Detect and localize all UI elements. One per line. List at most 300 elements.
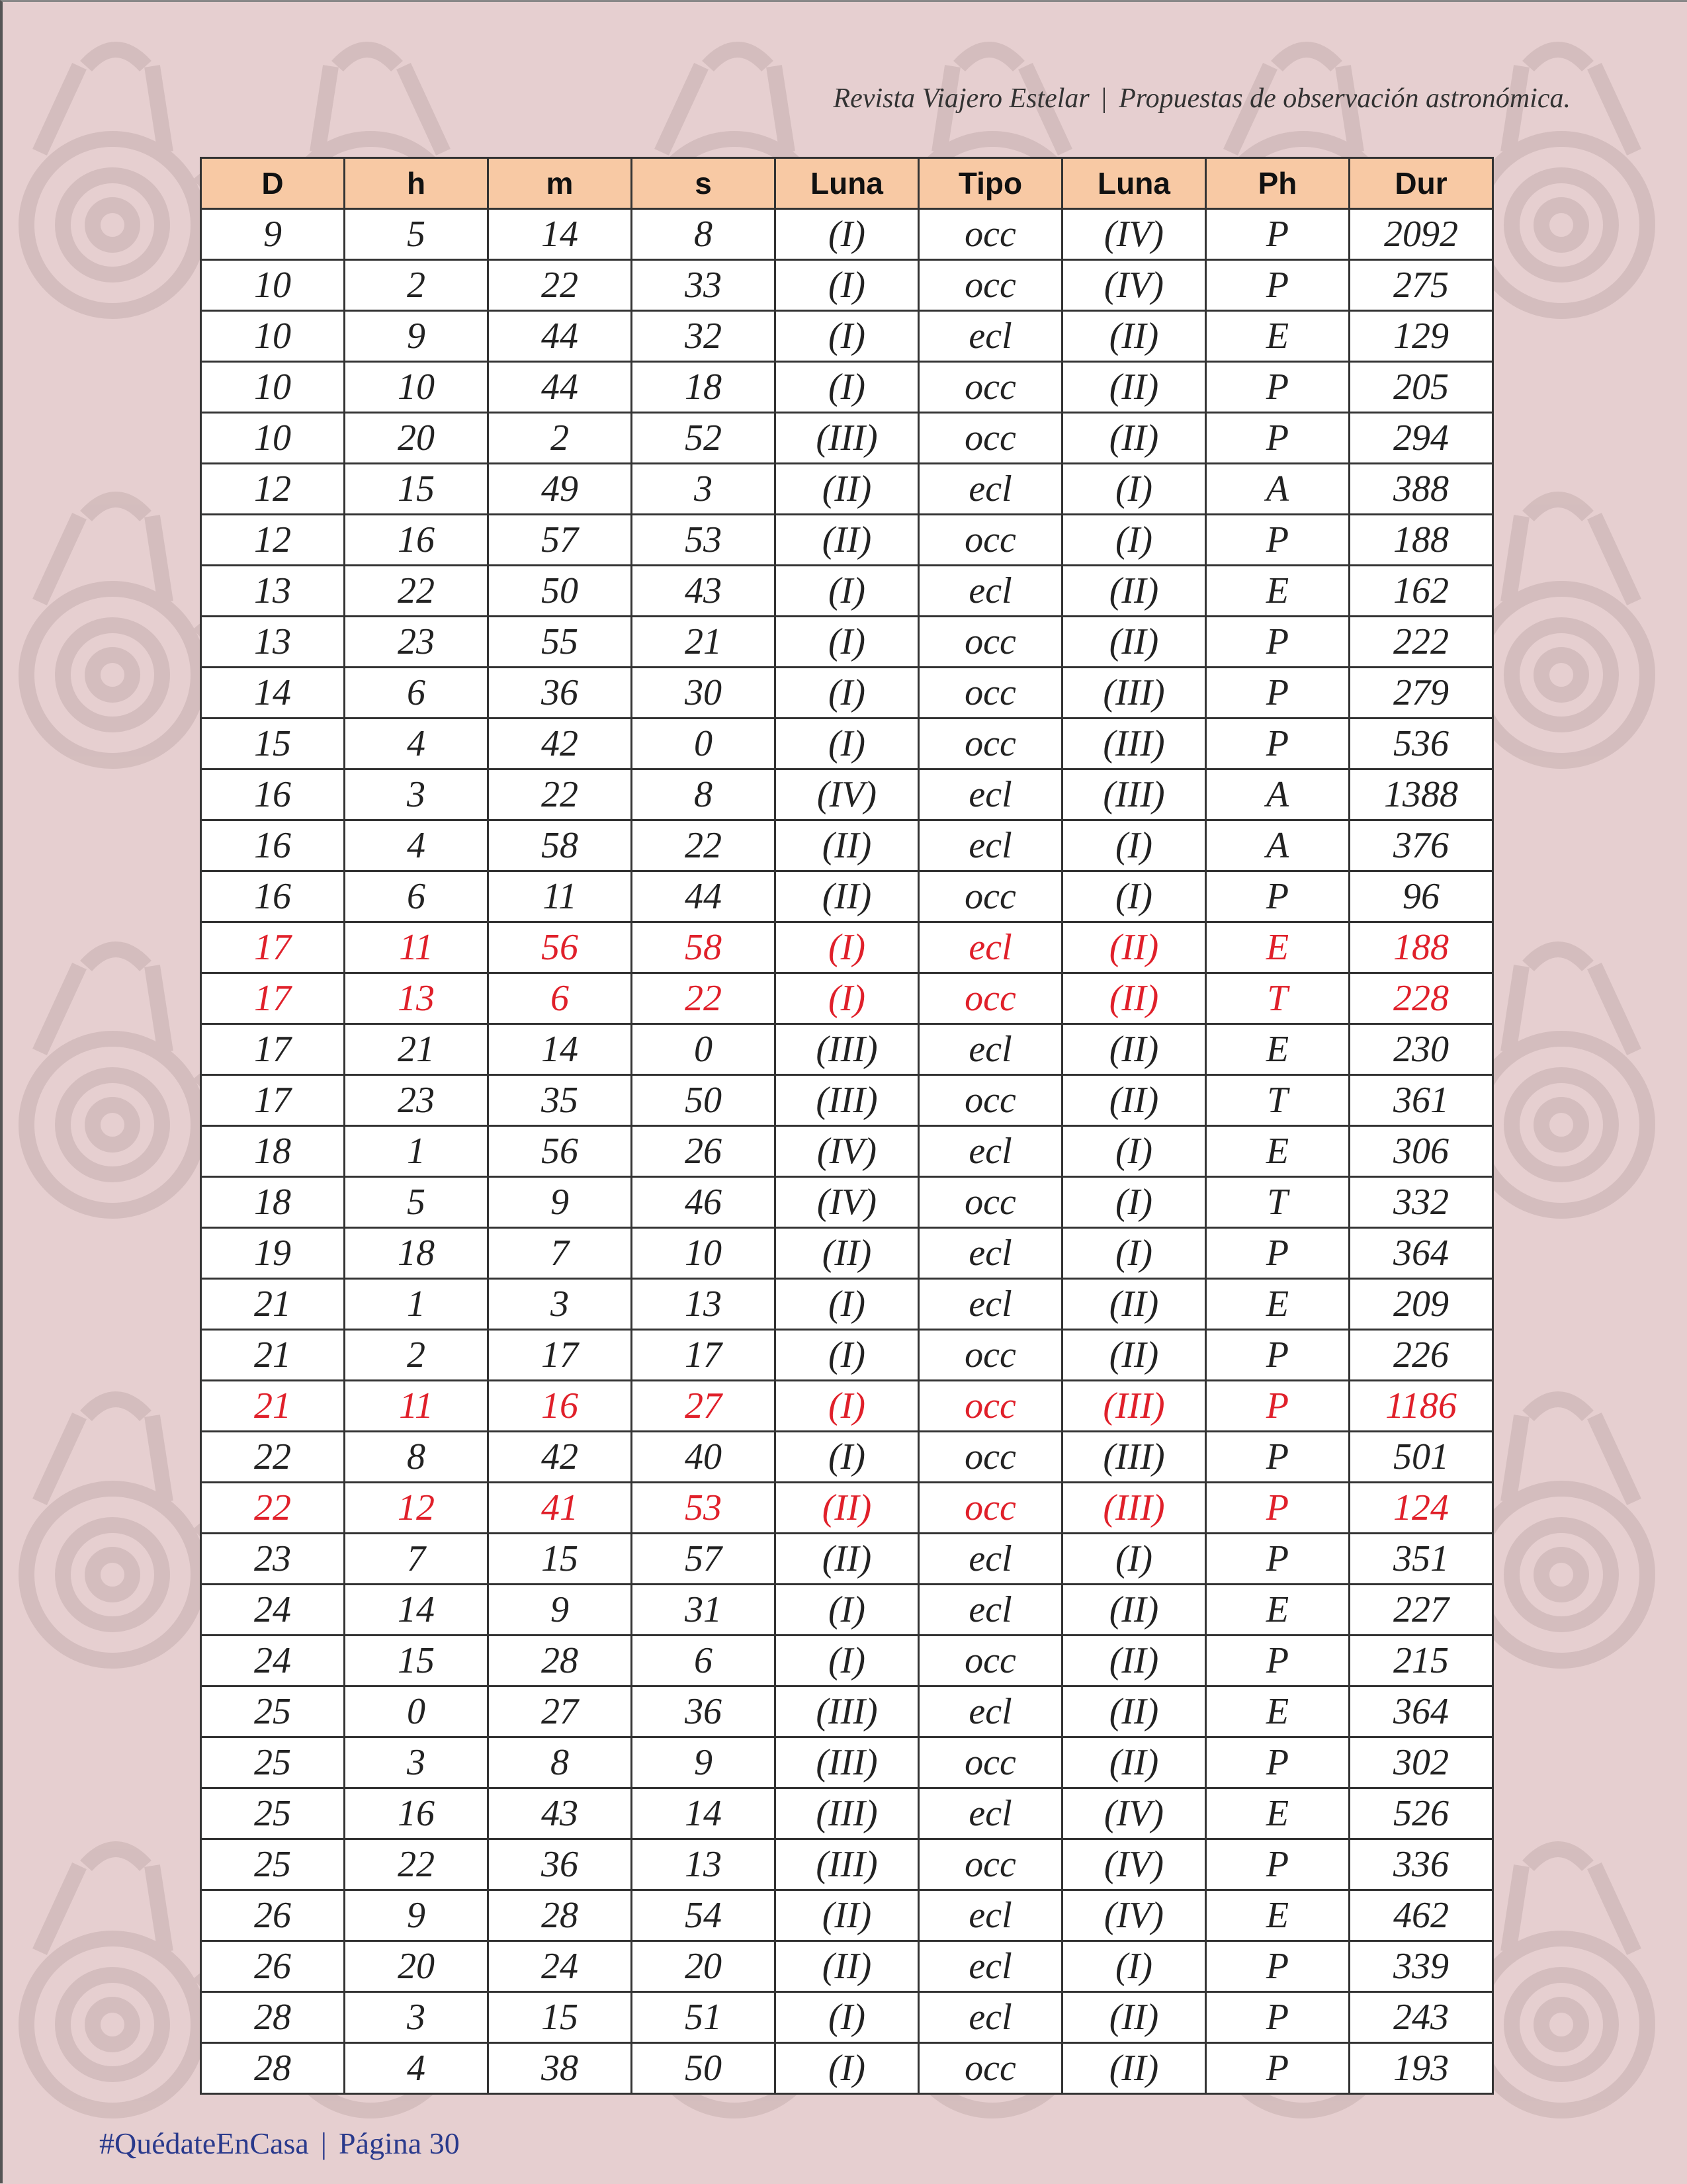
table-cell: 6 (345, 871, 488, 922)
table-cell: 12 (345, 1483, 488, 1534)
table-cell: 58 (632, 922, 775, 973)
table-cell: (III) (775, 1075, 919, 1126)
table-cell: E (1206, 922, 1350, 973)
table-cell: 193 (1350, 2043, 1493, 2094)
table-cell: E (1206, 566, 1350, 617)
table-cell: 55 (488, 617, 632, 668)
table-cell: 3 (632, 464, 775, 515)
table-cell: P (1206, 2043, 1350, 2094)
table-cell: (II) (1062, 1279, 1206, 1330)
table-cell: 21 (201, 1279, 345, 1330)
table-cell: 16 (345, 515, 488, 566)
section-title: Propuestas de observación astronómica. (1119, 83, 1571, 114)
table-cell: 351 (1350, 1534, 1493, 1585)
table-cell: ecl (919, 1941, 1062, 1992)
table-cell: 209 (1350, 1279, 1493, 1330)
table-cell: occ (919, 1839, 1062, 1890)
table-cell: (II) (1062, 922, 1206, 973)
table-cell: 22 (488, 769, 632, 820)
table-cell: 8 (632, 209, 775, 260)
table-cell: 28 (488, 1636, 632, 1686)
table-cell: (I) (775, 617, 919, 668)
table-cell: E (1206, 1890, 1350, 1941)
table-cell: 17 (201, 1024, 345, 1075)
table-cell: 40 (632, 1432, 775, 1483)
table-cell: 18 (201, 1126, 345, 1177)
table-cell: (I) (775, 1432, 919, 1483)
table-cell: 230 (1350, 1024, 1493, 1075)
table-cell: 96 (1350, 871, 1493, 922)
table-cell: 42 (488, 719, 632, 769)
table-cell: occ (919, 1636, 1062, 1686)
footer-hashtag: #QuédateEnCasa (99, 2126, 309, 2160)
table-cell: 10 (201, 413, 345, 464)
table-cell: 14 (201, 668, 345, 719)
table-cell: P (1206, 1228, 1350, 1279)
table-cell: 9 (345, 311, 488, 362)
table-cell: 0 (632, 1024, 775, 1075)
table-cell: 50 (488, 566, 632, 617)
table-cell: 18 (201, 1177, 345, 1228)
table-cell: 339 (1350, 1941, 1493, 1992)
table-cell: 14 (488, 209, 632, 260)
table-cell: 1 (345, 1126, 488, 1177)
table-row (201, 515, 1493, 566)
table-cell: 46 (632, 1177, 775, 1228)
table-cell: (II) (775, 1941, 919, 1992)
table-cell: occ (919, 1737, 1062, 1788)
table-cell: (III) (775, 1686, 919, 1737)
table-cell: 16 (201, 820, 345, 871)
table-cell: ecl (919, 1228, 1062, 1279)
table-cell: P (1206, 1941, 1350, 1992)
table-cell: (I) (1062, 1534, 1206, 1585)
column-header: Tipo (919, 158, 1062, 209)
table-cell: (III) (1062, 1483, 1206, 1534)
table-cell: 14 (632, 1788, 775, 1839)
table-cell: (I) (775, 668, 919, 719)
table-cell: 18 (345, 1228, 488, 1279)
table-cell: (II) (1062, 1330, 1206, 1381)
table-cell: (I) (1062, 464, 1206, 515)
table-cell: 38 (488, 2043, 632, 2094)
table-row (201, 362, 1493, 413)
table-cell: 11 (345, 922, 488, 973)
table-cell: 53 (632, 1483, 775, 1534)
table-row (201, 1177, 1493, 1228)
table-cell: 17 (201, 973, 345, 1024)
table-cell: (I) (775, 719, 919, 769)
table-cell: 302 (1350, 1737, 1493, 1788)
table-cell: 2 (345, 260, 488, 311)
table-row (201, 668, 1493, 719)
table-row (201, 1890, 1493, 1941)
table-cell: 23 (345, 617, 488, 668)
table-cell: 15 (488, 1992, 632, 2043)
table-cell: (I) (1062, 871, 1206, 922)
table-cell: (IV) (775, 1126, 919, 1177)
table-cell: 10 (201, 311, 345, 362)
table-cell: 21 (201, 1330, 345, 1381)
column-header: s (632, 158, 775, 209)
page-number: Página 30 (339, 2126, 460, 2160)
table-cell: (II) (1062, 1992, 1206, 2043)
table-cell: 57 (632, 1534, 775, 1585)
table-cell: 17 (201, 922, 345, 973)
table-cell: 56 (488, 1126, 632, 1177)
table-row (201, 1788, 1493, 1839)
table-cell: 50 (632, 2043, 775, 2094)
table-cell: (I) (775, 1585, 919, 1636)
table-cell: 11 (488, 871, 632, 922)
table-cell: (IV) (1062, 1839, 1206, 1890)
table-cell: E (1206, 311, 1350, 362)
table-cell: 361 (1350, 1075, 1493, 1126)
table-cell: 6 (345, 668, 488, 719)
table-cell: 43 (632, 566, 775, 617)
table-cell: 16 (201, 871, 345, 922)
table-cell: 49 (488, 464, 632, 515)
table-row (201, 1992, 1493, 2043)
table-cell: occ (919, 1177, 1062, 1228)
table-cell: ecl (919, 566, 1062, 617)
table-cell: occ (919, 1483, 1062, 1534)
table-cell: 4 (345, 719, 488, 769)
table-cell: occ (919, 515, 1062, 566)
table-row (201, 413, 1493, 464)
table-cell: 25 (201, 1839, 345, 1890)
table-cell: ecl (919, 1890, 1062, 1941)
table-cell: 9 (488, 1177, 632, 1228)
table-cell: 36 (488, 1839, 632, 1890)
table-cell: 33 (632, 260, 775, 311)
table-cell: 388 (1350, 464, 1493, 515)
table-cell: (II) (775, 1483, 919, 1534)
table-cell: ecl (919, 922, 1062, 973)
table-cell: E (1206, 1686, 1350, 1737)
table-cell: 44 (488, 362, 632, 413)
table-row (201, 1534, 1493, 1585)
table-row (201, 1585, 1493, 1636)
table-cell: 20 (345, 1941, 488, 1992)
table-cell: 24 (201, 1585, 345, 1636)
table-cell: (I) (775, 2043, 919, 2094)
table-cell: occ (919, 1381, 1062, 1432)
table-cell: 222 (1350, 617, 1493, 668)
table-cell: (II) (775, 820, 919, 871)
table-cell: 162 (1350, 566, 1493, 617)
table-cell: (III) (1062, 1432, 1206, 1483)
page-header (834, 83, 1571, 114)
table-cell: ecl (919, 1279, 1062, 1330)
table-cell: 42 (488, 1432, 632, 1483)
table-cell: T (1206, 1075, 1350, 1126)
table-cell: P (1206, 1330, 1350, 1381)
table-cell: 6 (488, 973, 632, 1024)
table-body (201, 209, 1493, 2094)
table-cell: 22 (345, 566, 488, 617)
table-cell: 26 (201, 1941, 345, 1992)
table-cell: 30 (632, 668, 775, 719)
table-cell: (I) (775, 1992, 919, 2043)
table-cell: (II) (775, 515, 919, 566)
table-cell: (I) (775, 311, 919, 362)
table-cell: 24 (201, 1636, 345, 1686)
table-cell: 18 (632, 362, 775, 413)
table-cell: P (1206, 1381, 1350, 1432)
table-cell: 205 (1350, 362, 1493, 413)
table-header-row (201, 158, 1493, 209)
table-cell: 16 (345, 1788, 488, 1839)
column-header: Dur (1350, 158, 1493, 209)
table-cell: 4 (345, 820, 488, 871)
table-cell: 9 (201, 209, 345, 260)
table-row (201, 769, 1493, 820)
table-cell: (I) (775, 1381, 919, 1432)
table-cell: (II) (1062, 1636, 1206, 1686)
table-cell: (I) (775, 260, 919, 311)
table-cell: occ (919, 2043, 1062, 2094)
column-header: Ph (1206, 158, 1350, 209)
table-cell: ecl (919, 311, 1062, 362)
table-cell: 15 (201, 719, 345, 769)
table-cell: 21 (201, 1381, 345, 1432)
table-cell: (IV) (1062, 1788, 1206, 1839)
table-cell: 226 (1350, 1330, 1493, 1381)
table-cell: 0 (345, 1686, 488, 1737)
table-row (201, 871, 1493, 922)
table-cell: 332 (1350, 1177, 1493, 1228)
table-cell: 20 (632, 1941, 775, 1992)
table-cell: (II) (1062, 1585, 1206, 1636)
table-cell: 3 (345, 1992, 488, 2043)
column-header: D (201, 158, 345, 209)
table-cell: 25 (201, 1686, 345, 1737)
table-cell: (III) (1062, 769, 1206, 820)
table-row (201, 1024, 1493, 1075)
table-cell: (I) (775, 209, 919, 260)
table-cell: ecl (919, 1585, 1062, 1636)
table-cell: (II) (775, 871, 919, 922)
table-cell: 275 (1350, 260, 1493, 311)
table-cell: 13 (345, 973, 488, 1024)
table-row (201, 1075, 1493, 1126)
table-cell: P (1206, 1737, 1350, 1788)
table-cell: (II) (1062, 1737, 1206, 1788)
table-cell: 15 (345, 464, 488, 515)
table-cell: 25 (201, 1788, 345, 1839)
table-cell: (II) (775, 464, 919, 515)
table-cell: (II) (775, 1228, 919, 1279)
table-cell: 4 (345, 2043, 488, 2094)
table-cell: 31 (632, 1585, 775, 1636)
table-cell: (I) (775, 922, 919, 973)
table-cell: 17 (488, 1330, 632, 1381)
table-cell: occ (919, 719, 1062, 769)
table-cell: occ (919, 1330, 1062, 1381)
table-cell: 27 (632, 1381, 775, 1432)
table-cell: 364 (1350, 1228, 1493, 1279)
table-cell: 23 (201, 1534, 345, 1585)
header-separator: | (1101, 83, 1107, 114)
table-cell: ecl (919, 464, 1062, 515)
table-cell: P (1206, 1992, 1350, 2043)
table-cell: (I) (1062, 1228, 1206, 1279)
table-cell: 54 (632, 1890, 775, 1941)
table-cell: (II) (1062, 1075, 1206, 1126)
table-cell: (II) (1062, 413, 1206, 464)
table-cell: 12 (201, 515, 345, 566)
table-cell: (III) (775, 1839, 919, 1890)
table-cell: 35 (488, 1075, 632, 1126)
table-row (201, 1839, 1493, 1890)
table-cell: (I) (775, 973, 919, 1024)
table-row (201, 617, 1493, 668)
table-cell: P (1206, 719, 1350, 769)
table-cell: 9 (345, 1890, 488, 1941)
table-cell: 26 (632, 1126, 775, 1177)
table-cell: P (1206, 413, 1350, 464)
table-cell: (II) (1062, 1686, 1206, 1737)
table-row (201, 311, 1493, 362)
table-cell: (III) (1062, 668, 1206, 719)
table-cell: ecl (919, 1686, 1062, 1737)
table-cell: (II) (1062, 973, 1206, 1024)
table-row (201, 1483, 1493, 1534)
table-cell: T (1206, 973, 1350, 1024)
table-row (201, 1381, 1493, 1432)
table-cell: 1388 (1350, 769, 1493, 820)
table-cell: occ (919, 413, 1062, 464)
table-cell: ecl (919, 1126, 1062, 1177)
table-cell: 228 (1350, 973, 1493, 1024)
table-cell: 188 (1350, 922, 1493, 973)
table-cell: 462 (1350, 1890, 1493, 1941)
table-cell: 28 (488, 1890, 632, 1941)
table-row (201, 260, 1493, 311)
table-cell: 22 (632, 973, 775, 1024)
table-cell: 43 (488, 1788, 632, 1839)
table-cell: (IV) (1062, 260, 1206, 311)
table-cell: ecl (919, 1788, 1062, 1839)
table-cell: (II) (1062, 1024, 1206, 1075)
table-row (201, 973, 1493, 1024)
table-cell: ecl (919, 820, 1062, 871)
table-cell: occ (919, 1432, 1062, 1483)
table-cell: occ (919, 668, 1062, 719)
table-cell: occ (919, 1075, 1062, 1126)
table-cell: 12 (201, 464, 345, 515)
table-cell: 124 (1350, 1483, 1493, 1534)
table-cell: P (1206, 260, 1350, 311)
table-cell: (III) (1062, 719, 1206, 769)
table-cell: 36 (488, 668, 632, 719)
table-cell: 23 (345, 1075, 488, 1126)
table-cell: 11 (345, 1381, 488, 1432)
table-cell: (II) (1062, 311, 1206, 362)
table-cell: 16 (488, 1381, 632, 1432)
table-cell: (I) (1062, 1941, 1206, 1992)
table-cell: 24 (488, 1941, 632, 1992)
table-row (201, 1686, 1493, 1737)
table-cell: 58 (488, 820, 632, 871)
table-cell: 6 (632, 1636, 775, 1686)
table-cell: 7 (488, 1228, 632, 1279)
table-cell: 36 (632, 1686, 775, 1737)
table-cell: ecl (919, 1534, 1062, 1585)
table-cell: 13 (201, 617, 345, 668)
table-cell: (I) (1062, 515, 1206, 566)
table-cell: 14 (345, 1585, 488, 1636)
column-header: Luna (1062, 158, 1206, 209)
table-cell: occ (919, 209, 1062, 260)
table-cell: 10 (345, 362, 488, 413)
table-row (201, 1636, 1493, 1686)
jupiter-moon-events-table (200, 157, 1494, 2095)
table-cell: 22 (201, 1483, 345, 1534)
table-cell: 8 (632, 769, 775, 820)
table-cell: 294 (1350, 413, 1493, 464)
table-cell: 306 (1350, 1126, 1493, 1177)
table-row (201, 922, 1493, 973)
table-cell: 0 (632, 719, 775, 769)
table-cell: 7 (345, 1534, 488, 1585)
table-cell: (III) (1062, 1381, 1206, 1432)
table-cell: 16 (201, 769, 345, 820)
table-cell: 22 (632, 820, 775, 871)
table-row (201, 1432, 1493, 1483)
table-cell: 50 (632, 1075, 775, 1126)
table-cell: 13 (632, 1839, 775, 1890)
table-cell: 10 (201, 260, 345, 311)
table-cell: 364 (1350, 1686, 1493, 1737)
table-cell: 3 (345, 1737, 488, 1788)
table-cell: (IV) (1062, 209, 1206, 260)
table-cell: (I) (1062, 1177, 1206, 1228)
table-cell: A (1206, 464, 1350, 515)
table-row (201, 2043, 1493, 2094)
table-cell: (IV) (775, 769, 919, 820)
table-cell: 44 (488, 311, 632, 362)
table-cell: (II) (1062, 362, 1206, 413)
table-cell: 28 (201, 1992, 345, 2043)
table-cell: ecl (919, 1024, 1062, 1075)
table-cell: 188 (1350, 515, 1493, 566)
table-cell: (I) (775, 566, 919, 617)
table-row (201, 1279, 1493, 1330)
table-cell: 13 (201, 566, 345, 617)
table-cell: 26 (201, 1890, 345, 1941)
table-cell: occ (919, 617, 1062, 668)
table-cell: 51 (632, 1992, 775, 2043)
table-cell: 21 (632, 617, 775, 668)
table-cell: (II) (1062, 566, 1206, 617)
table-row (201, 566, 1493, 617)
table-cell: occ (919, 260, 1062, 311)
table-cell: occ (919, 362, 1062, 413)
table-cell: 57 (488, 515, 632, 566)
table-cell: P (1206, 668, 1350, 719)
table-cell: 17 (201, 1075, 345, 1126)
table-cell: 15 (488, 1534, 632, 1585)
table-cell: (II) (1062, 617, 1206, 668)
table-cell: 1 (345, 1279, 488, 1330)
table-cell: (II) (1062, 2043, 1206, 2094)
table-cell: (III) (775, 1788, 919, 1839)
table-cell: 53 (632, 515, 775, 566)
table-cell: 3 (345, 769, 488, 820)
footer-separator: | (320, 2126, 327, 2160)
